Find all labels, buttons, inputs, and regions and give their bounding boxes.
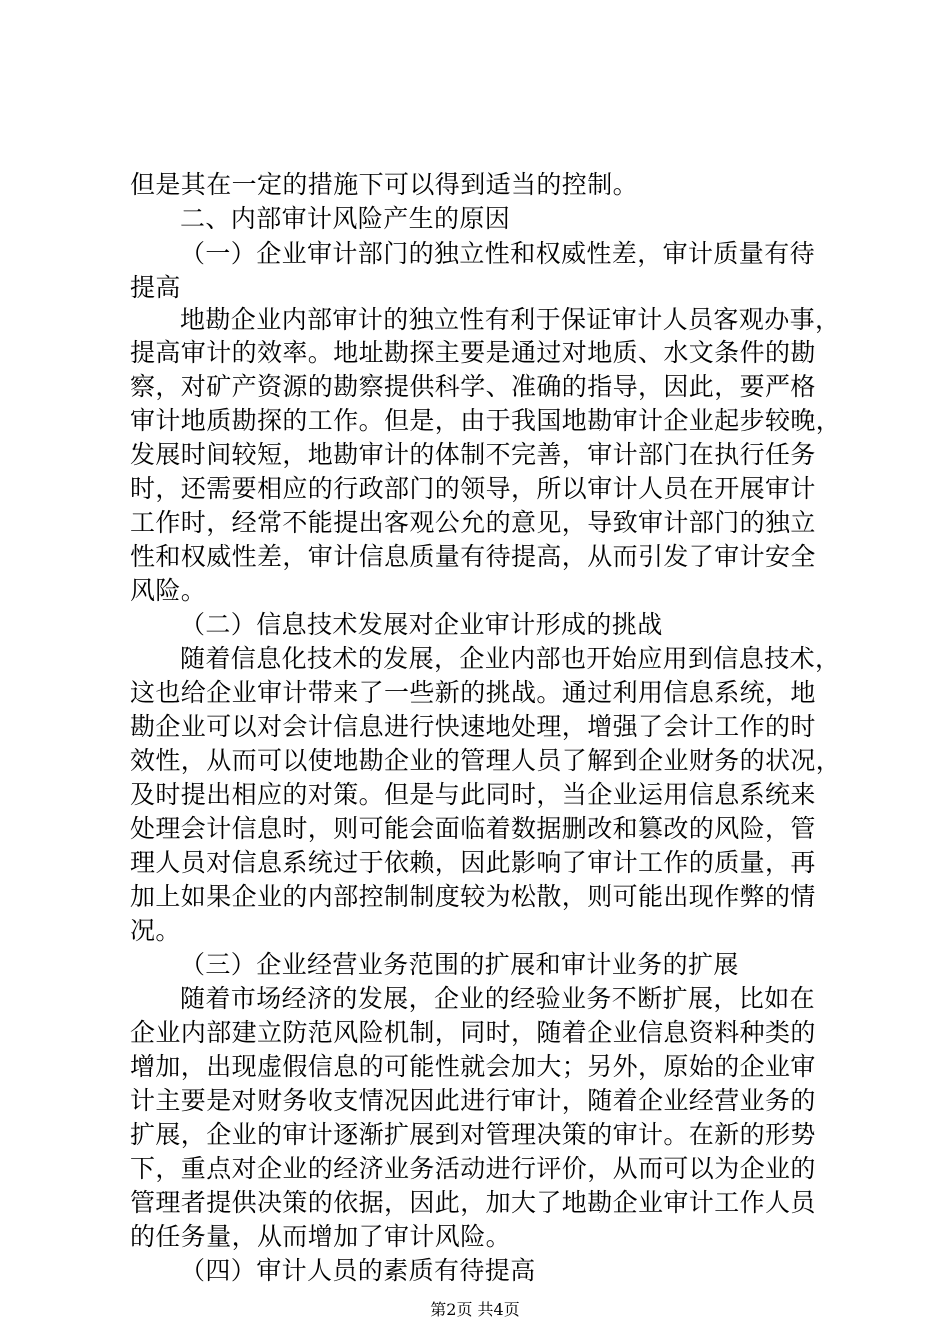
paragraph-line: 处理会计信息时，则可能会面临着数据删改和篡改的风险，管: [130, 814, 816, 843]
paragraph-line: 随着信息化技术的发展，企业内部也开始应用到信息技术，: [180, 644, 841, 673]
paragraph-line: 性和权威性差，审计信息质量有待提高，从而引发了审计安全: [130, 542, 816, 571]
paragraph-line: 勘企业可以对会计信息进行快速地处理，增强了会计工作的时: [130, 712, 816, 741]
paragraph-line: 增加，出现虚假信息的可能性就会加大；另外，原始的企业审: [130, 1052, 816, 1081]
paragraph-line: 况。: [130, 916, 181, 945]
paragraph-line: 企业内部建立防范风险机制，同时，随着企业信息资料种类的: [130, 1018, 816, 1047]
subsection-heading: （二）信息技术发展对企业审计形成的挑战: [180, 610, 663, 639]
subsection-heading-continued: 提高: [130, 273, 181, 302]
paragraph-line: 发展时间较短，地勘审计的体制不完善，审计部门在执行任务: [130, 440, 816, 469]
paragraph-line: 风险。: [130, 576, 207, 605]
paragraph-line: 扩展，企业的审计逐渐扩展到对管理决策的审计。在新的形势: [130, 1120, 816, 1149]
paragraph-line: 加上如果企业的内部控制制度较为松散，则可能出现作弊的情: [130, 882, 816, 911]
subsection-heading: （三）企业经营业务范围的扩展和审计业务的扩展: [180, 950, 739, 979]
paragraph-line: 地勘企业内部审计的独立性有利于保证审计人员客观办事，: [180, 305, 841, 334]
paragraph-line: 理人员对信息系统过于依赖，因此影响了审计工作的质量，再: [130, 848, 816, 877]
subsection-heading: （一）企业审计部门的独立性和权威性差，审计质量有待: [180, 239, 816, 268]
paragraph-line: 及时提出相应的对策。但是与此同时，当企业运用信息系统来: [130, 780, 816, 809]
paragraph-line: 提高审计的效率。地址勘探主要是通过对地质、水文条件的勘: [130, 338, 816, 367]
page-footer: 第2页 共4页: [430, 1300, 520, 1319]
paragraph-line: 时，还需要相应的行政部门的领导，所以审计人员在开展审计: [130, 474, 816, 503]
text-line: 但是其在一定的措施下可以得到适当的控制。: [130, 170, 639, 199]
paragraph-line: 察，对矿产资源的勘察提供科学、准确的指导，因此，要严格: [130, 372, 816, 401]
paragraph-line: 这也给企业审计带来了一些新的挑战。通过利用信息系统，地: [130, 678, 816, 707]
paragraph-line: 计主要是对财务收支情况因此进行审计，随着企业经营业务的: [130, 1086, 816, 1115]
paragraph-line: 随着市场经济的发展，企业的经验业务不断扩展，比如在: [180, 984, 816, 1013]
paragraph-line: 管理者提供决策的依据，因此，加大了地勘企业审计工作人员: [130, 1188, 816, 1217]
section-heading: 二、内部审计风险产生的原因: [180, 204, 511, 233]
paragraph-line: 下，重点对企业的经济业务活动进行评价，从而可以为企业的: [130, 1154, 816, 1183]
paragraph-line: 效性，从而可以使地勘企业的管理人员了解到企业财务的状况，: [130, 746, 842, 775]
paragraph-line: 的任务量，从而增加了审计风险。: [130, 1222, 512, 1251]
subsection-heading: （四）审计人员的素质有待提高: [180, 1256, 536, 1285]
paragraph-line: 工作时，经常不能提出客观公允的意见，导致审计部门的独立: [130, 508, 816, 537]
paragraph-line: 审计地质勘探的工作。但是，由于我国地勘审计企业起步较晚，: [130, 406, 842, 435]
